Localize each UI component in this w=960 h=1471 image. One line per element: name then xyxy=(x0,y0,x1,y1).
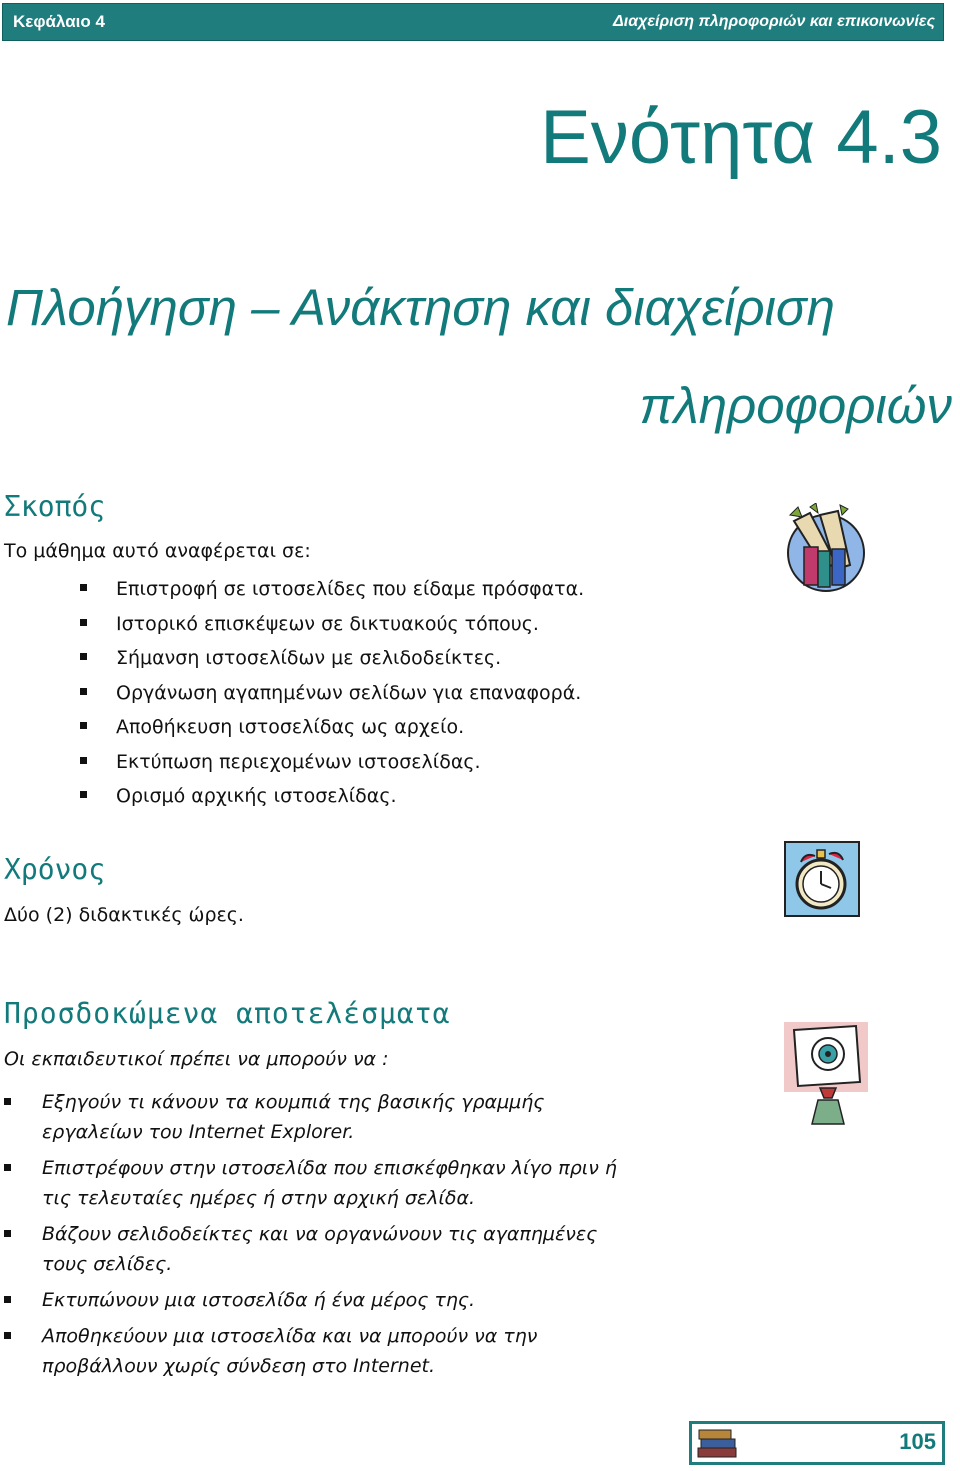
trumpets-icon xyxy=(780,503,875,595)
time-heading: Χρόνος xyxy=(4,853,106,886)
list-item: Σήμανση ιστοσελίδων με σελιδοδείκτες. xyxy=(80,647,584,682)
bullet-square-icon xyxy=(80,584,87,591)
list-item: Ορισμό αρχικής ιστοσελίδας. xyxy=(80,785,584,820)
section-title-line2: πληροφοριών xyxy=(639,377,952,434)
list-item: Εκτυπώνουν μια ιστοσελίδα ή ένα μέρος της. xyxy=(4,1285,634,1315)
page-footer xyxy=(689,1421,945,1465)
bullet-square-icon xyxy=(80,619,87,626)
bullet-square-icon xyxy=(80,722,87,729)
time-text: Δύο (2) διδακτικές ώρες. xyxy=(4,904,244,926)
list-item: Επιστρέφουν στην ιστοσελίδα που επισκέφθηκαν λίγο πριν ή τις τελευταίες ημέρες ή στην αρχική σελίδα. xyxy=(4,1153,634,1213)
chapter-label: Κεφάλαιο 4 xyxy=(13,12,105,31)
bullet-square-icon xyxy=(4,1098,11,1105)
purpose-intro: Το μάθημα αυτό αναφέρεται σε: xyxy=(4,540,311,562)
outcomes-intro: Οι εκπαιδευτικοί πρέπει να μπορούν να : xyxy=(4,1048,389,1070)
list-item: Αποθηκεύουν μια ιστοσελίδα και να μπορούν να την προβάλλουν χωρίς σύνδεση στο Internet. xyxy=(4,1321,634,1381)
list-item: Βάζουν σελιδοδείκτες και να οργανώνουν τις αγαπημένες τους σελίδες. xyxy=(4,1219,634,1279)
purpose-list xyxy=(80,578,584,820)
chapter-title: Διαχείριση πληροφοριών και επικοινωνίες xyxy=(613,13,935,30)
outcomes-heading: Προσδοκώμενα αποτελέσματα xyxy=(4,997,451,1030)
bullet-square-icon xyxy=(4,1296,11,1303)
bullet-square-icon xyxy=(80,653,87,660)
list-item: Εκτύπωση περιεχομένων ιστοσελίδας. xyxy=(80,751,584,786)
bullet-square-icon xyxy=(4,1164,11,1171)
list-item: Ιστορικό επισκέψεων σε δικτυακούς τόπους. xyxy=(80,613,584,648)
bullet-square-icon xyxy=(4,1230,11,1237)
alarm-clock-icon xyxy=(783,838,863,920)
books-icon xyxy=(696,1426,740,1460)
list-item: Επιστροφή σε ιστοσελίδες που είδαμε πρόσφατα. xyxy=(80,578,584,613)
chapter-header xyxy=(2,3,944,41)
list-item: Οργάνωση αγαπημένων σελίδων για επαναφορά. xyxy=(80,682,584,717)
bullet-square-icon xyxy=(80,757,87,764)
bullet-square-icon xyxy=(4,1332,11,1339)
bullet-square-icon xyxy=(80,688,87,695)
list-item: Αποθήκευση ιστοσελίδας ως αρχείο. xyxy=(80,716,584,751)
outcomes-list xyxy=(4,1087,634,1387)
bullet-square-icon xyxy=(80,791,87,798)
target-icon xyxy=(778,1018,873,1126)
section-title-line1: Πλοήγηση – Ανάκτηση και διαχείριση xyxy=(6,279,835,336)
section-number: Ενότητα 4.3 xyxy=(540,95,942,180)
list-item: Εξηγούν τι κάνουν τα κουμπιά της βασικής γραμμής εργαλείων του Internet Explorer. xyxy=(4,1087,634,1147)
purpose-heading: Σκοπός xyxy=(4,490,106,523)
page-number: 105 xyxy=(899,1429,936,1454)
